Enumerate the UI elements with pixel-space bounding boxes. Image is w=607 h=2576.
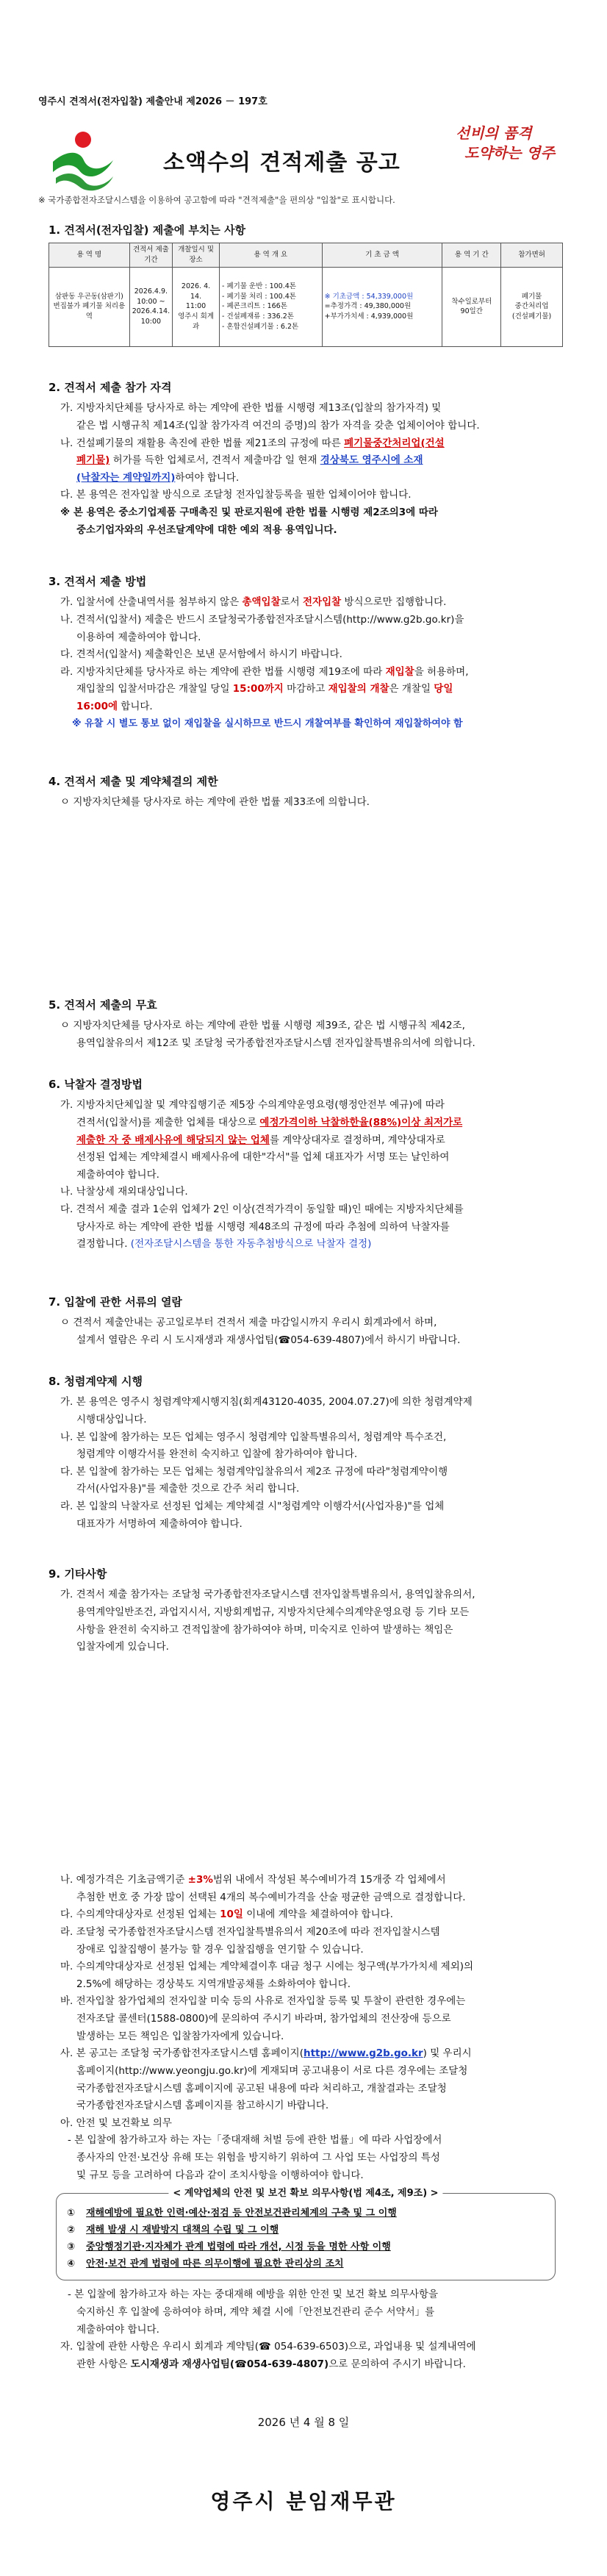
para-9h-tail [49,2286,563,2339]
highlight: 15:00까지 [232,683,284,695]
text-span: 사. 본 공고는 조달청 국가종합전자조달시스템 홈페이지( [60,2047,304,2060]
text-line [60,2356,563,2374]
col-header: 참가면허 [501,243,563,268]
duration-line: 착수일로부터 [451,297,492,306]
section-6-heading: 6. 낙찰자 결정방법 [49,1078,143,1091]
rebid-note: ※ 유찰 시 별도 통보 없이 재입찰을 실시하므로 반드시 개찰여부를 확인하여 재입찰하여야 함 [72,718,463,729]
cell-opening [173,267,220,346]
sub-note: ※ 국가종합전자조달시스템을 이용하여 공고함에 따라 "견적제출"을 편의상 "입찰"로 표시합니다. [38,195,395,205]
para-3b [49,612,563,646]
text-line [60,698,563,716]
para-9d [49,1924,563,1958]
vat-amount: +부가가치세 : 4,939,000원 [324,312,414,321]
text-line: 장애로 입찰집행이 불가능 할 경우 입찰집행을 연기할 수 있습니다. [76,1943,364,1956]
text-line: - 본 입찰에 참가하고자 하는 자는 중대재해 예방을 위한 안전 및 보건 확보 의무사항을 [68,2289,439,2301]
text-span: 방식으로만 집행합니다. [341,596,447,609]
license-line: (건설폐기물) [511,312,552,321]
g2b-link[interactable]: http://www.g2b.go.kr [303,2047,423,2060]
para-2-note [49,504,563,539]
item-text: 재해예방에 필요한 인력·예산·점검 등 안전보건관리체계의 구축 및 그 이행 [86,2208,397,2219]
section-1-heading: 1. 견적서(전자입찰) 제출에 부치는 사항 [49,223,246,237]
cell-service-name: 삼판동 우곤동(삼판기) 번집불가 폐기물 처리용역 [49,267,130,346]
text-span: 을 허용하며, [414,665,469,678]
opening-date: 2026. 4. 14. [181,282,211,301]
text-span: 은 개찰일 [389,683,434,695]
text-span: 나. 예정가격은 기초금액기준 [60,1874,188,1886]
col-header: 용 역 기 간 [442,243,501,268]
item-number: ④ [67,2258,76,2269]
cell-license [501,267,563,346]
section-4-heading: 4. 견적서 제출 및 계약체결의 제한 [49,775,218,788]
text-span: 재입찰의 입찰서마감은 개찰일 당일 [76,683,233,695]
text-line: 라. 조달청 국가종합전자조달시스템 전자입찰특별유의서 제20조에 따라 전자입찰시스템 [60,1925,440,1938]
duration-line: 90일간 [460,307,483,316]
notice-number: 영주시 견적서(전자입찰) 제출안내 제2026 － 197호 [38,96,267,107]
text-line: 다. 본 입찰에 참가하는 모든 업체는 청렴계약입찰유의서 제2조 규정에 따라"청렴계약이행 [60,1465,448,1478]
section-9-heading: 9. 기타사항 [49,1567,107,1581]
city-slogan [456,124,555,163]
issuer-signature: 영주시 분임재무관 [210,2489,397,2514]
page-title: 소액수의 견적제출 공고 [163,150,401,176]
safety-item [67,2222,545,2239]
estimated-price: =추정가격 : 49,380,000원 [324,302,412,311]
period-start-date: 2026.4.9. [134,287,168,296]
text-line: ※ 본 용역은 중소기업제품 구매촉진 및 판로지원에 관한 법률 시행령 제2조의3에 따라 [60,507,438,518]
highlight: 당일 [434,683,453,695]
text-line: 선정된 업체는 계약체결시 배제사유에 대한"각서"를 업체 대표자가 서명 또는 날인하여 [76,1151,450,1164]
text-span: 를 계약상대자로 결정하며, 계약상대자로 [269,1134,445,1146]
yeongju-logo-icon [50,124,116,191]
period-start-time: 10:00 ~ [137,297,165,306]
text-span: 하여야 합니다. [175,471,240,484]
section-3 [49,572,563,732]
text-line: 용역입찰유의서 제12조 및 조달청 국가종합전자조달시스템 전자입찰특별유의서에 의합니다. [76,1037,475,1049]
para-9e [49,1958,563,1993]
text-line: 국가종합전자조달시스템 홈페이지에 공고된 내용에 따라 처리하고, 개찰결과는 조달청 [76,2082,447,2094]
text-line: 및 규모 등을 고려하여 다음과 같이 조치사항을 이행하여야 합니다. [76,2169,364,2181]
text-line [60,681,563,698]
text-span: 으로 문의하여 주시기 바랍니다. [328,2358,466,2370]
item-number: ① [67,2208,76,2219]
section-2 [49,378,563,539]
section-8 [49,1372,563,1533]
text-line: 설계서 열람은 우리 시 도시재생과 재생사업팀(☎054-639-4807)에서 하시기 바랍니다. [76,1334,461,1346]
location-highlight: 경상북도 영주시에 소재 [320,454,423,467]
section-5 [49,995,563,1053]
section-7 [49,1292,563,1350]
section-5-heading: 5. 견적서 제출의 무효 [49,998,157,1012]
text-line: 가. 지방자치단체입찰 및 계약집행기준 제5장 수의계약운영요령(행정안전부 예규)에 따라 [60,1099,445,1112]
text-span: 관한 사항은 [76,2358,131,2370]
table-row [49,267,563,346]
text-line [60,452,563,470]
item-text: 안전·보건 관계 법령에 따른 의무이행에 필요한 관리상의 조치 [86,2258,344,2269]
text-line: 추첨한 번호 중 가장 많이 선택된 4개의 복수예비가격을 산술 평균한 금액으로 결정합니다. [76,1891,466,1903]
text-line: 대표자가 서명하여 제출하여야 합니다. [76,1517,243,1530]
text-line [60,435,563,453]
text-line: ㅇ 견적서 제출안내는 공고일로부터 견적서 제출 마감일시까지 우리시 회계과에서 하며, [60,1317,437,1329]
text-line: 전자조달 콜센터(1588-0800)에 문의하여 주시기 바라며, 참가업체의 전산장애 등으로 [76,2013,451,2025]
col-header: 기 초 금 액 [322,243,442,268]
text-line: 자. 입찰에 관한 사항은 우리시 회계과 계약팀(☎ 054-639-6503)으로, 과업내용 및 설계내역에 [60,2341,476,2353]
item-number: ② [67,2225,76,2236]
cell-base-amount [322,267,442,346]
text-line [60,664,563,681]
text-line: 시행대상입니다. [76,1413,147,1425]
para-3a [49,594,563,612]
text-line [60,1115,563,1132]
text-span: 범위 내에서 작성된 복수예비가격 15개중 각 업체에서 [212,1874,446,1886]
text-line: 입찰자에게 있습니다. [76,1641,169,1653]
text-span: 마감하고 [283,683,328,695]
highlight: 전자입찰 [303,596,342,609]
opening-place: 영주시 회계과 [178,312,214,331]
section-3-heading: 3. 견적서 제출 방법 [49,575,147,588]
location-highlight: (낙찰자는 계약일까지) [76,471,176,484]
para-2a [49,400,563,434]
cell-duration [442,267,501,346]
col-header: 개찰일시 및 장소 [173,243,220,268]
text-span: 다. 수의계약대상자로 선정된 업체는 [60,1908,220,1921]
cell-submit-period [129,267,172,346]
text-line: 제출하여야 합니다. [76,2323,159,2336]
para-9b [49,1872,563,1906]
para-3c: 다. 견적서(입찰서) 제출확인은 보낸 문서함에서 하시기 바랍니다. [60,648,342,661]
section-9-cont [49,1872,563,2373]
text-span: 라. 지방자치단체를 당사자로 하는 계약에 관한 법률 시행령 제19조에 따라 [60,665,386,678]
para-4a: ㅇ 지방자치단체를 당사자로 하는 계약에 관한 법률 제33조에 의합니다. [60,796,370,809]
col-header: 견적서 제출기간 [129,243,172,268]
para-8c [49,1464,563,1498]
opening-time: 11:00 [185,302,206,311]
text-line: 청렴계약 이행각서를 완전히 숙지하고 입찰에 참가하여야 합니다. [76,1448,358,1461]
para-6a [49,1097,563,1184]
overview-line: - 폐기물 처리 : 100.4톤 [222,292,296,301]
text-line: 국가종합전자조달시스템 홈페이지를 참고하시기 바랍니다. [76,2100,329,2112]
period-end-time: 10:00 [140,318,162,326]
text-line: 마. 수의계약대상자로 선정된 업체는 계약체결이후 대금 청구 시에는 청구액(부가가치세 제외)의 [60,1961,474,1973]
slogan-line-1: 선비의 품격 [456,124,532,142]
item-text: 중앙행정기관·지자체가 관계 법령에 따라 개선, 시정 등을 명한 사항 이행 [86,2241,391,2253]
text-line [60,470,563,487]
para-3d [49,664,563,716]
text-span: ) 및 우리시 [423,2047,472,2060]
text-line [60,2045,563,2063]
base-amount: ※ 기초금액 : 54,339,000원 [324,292,414,301]
para-9a [49,1586,563,1656]
text-span: 견적서(입찰서)를 제출한 업체를 대상으로 [76,1116,260,1128]
safety-item [67,2239,545,2256]
highlight: 재입찰의 개찰 [328,683,389,695]
para-9c [49,1906,563,1924]
overview-line: - 건설폐재류 : 336.2톤 [222,312,294,321]
para-2c: 다. 본 용역은 전자입찰 방식으로 조달청 전자입찰등록을 필한 업체이어야 합니다. [60,489,412,501]
overview-line: - 폐기물 운반 : 100.4톤 [222,282,296,290]
safety-item [67,2256,545,2273]
bid-info-table [49,243,563,347]
highlight: ±3% [187,1874,213,1886]
section-6 [49,1075,563,1253]
highlight: 도시재생과 재생사업팀(☎054-639-4807) [130,2358,329,2370]
safety-item [67,2205,545,2222]
notice-date: 2026 년 4 월 8 일 [257,2416,350,2429]
col-header: 용 역 개 요 [220,243,323,268]
text-line: 2.5%에 해당하는 경상북도 지역개발공채를 소화하여야 합니다. [76,1978,351,1990]
period-end-date: 2026.4.14. [132,307,170,316]
license-line: 중간처리업 [514,302,549,311]
para-9i [49,2339,563,2373]
section-9 [49,1564,563,1656]
para-6b: 나. 낙찰상세 재외대상입니다. [60,1186,188,1198]
safety-box-caption: < 계약업체의 안전 및 보건 확보 의무사항(법 제4조, 제9조) > [168,2186,442,2203]
text-line: 용역계약일반조건, 과업지시서, 지방회계법규, 지방자치단체수의계약운영요령 등 기타 모든 [76,1606,470,1618]
text-line: 각서(사업자용)"를 제출한 것으로 간주 처리 합니다. [76,1483,300,1495]
text-line: 당사자로 하는 계약에 관한 법률 시행령 제48조의 규정에 따라 추첨에 의하여 낙찰자를 [76,1220,450,1233]
text-line: - 본 입찰에 참가하고자 하는 자는「중대재해 처벌 등에 관한 법률」에 따라 사업장에서 [68,2134,442,2147]
overview-line: - 폐콘크리트 : 166톤 [222,302,287,311]
text-line: 사항을 완전히 숙지하고 견적입찰에 참가하여야 하며, 미숙지로 인하여 발생하는 책임은 [76,1623,453,1636]
para-9h-body [49,2132,563,2184]
para-8a [49,1394,563,1428]
section-4 [49,772,563,812]
license-highlight: 폐기물) [76,454,110,467]
text-line: ㅇ 지방자치단체를 당사자로 하는 계약에 관한 법률 시행령 제39조, 같은 법 시행규칙 제42조, [60,1020,465,1032]
text-line [60,1236,563,1253]
item-text: 재해 발생 시 재발방지 대책의 수립 및 그 이행 [86,2225,279,2236]
highlight: 10일 [220,1908,243,1921]
para-9f [49,1993,563,2045]
section-7-heading: 7. 입찰에 관한 서류의 열람 [49,1295,182,1309]
text-line: 종사자의 안전·보건상 유해 또는 위험을 방지하기 위하여 그 사업 또는 사업장의 특성 [76,2152,440,2164]
license-highlight: 폐기물중간처리업(건설 [344,437,445,449]
text-line: 이용하여 제출하여야 합니다. [76,631,201,643]
text-line: 제출하여야 합니다. [76,1168,159,1181]
text-line: 중소기업자와의 우선조달계약에 대한 예외 적용 용역입니다. [76,523,337,536]
highlight: (전자조달시스템을 통한 자동추첨방식으로 낙찰자 결정) [130,1238,372,1251]
para-2b [49,435,563,487]
text-span: 결정합니다. [76,1238,131,1251]
para-5a [49,1017,563,1052]
text-span: 로서 [280,596,303,609]
highlight: 제출한 자 중 배제사유에 해당되지 않는 업체 [76,1134,270,1146]
text-span: 이내에 계약을 체결하여야 합니다. [243,1908,393,1921]
slogan-line-2: 도약하는 영주 [464,144,555,162]
section-2-heading: 2. 견적서 제출 참가 자격 [49,381,172,394]
text-span: 합니다. [118,701,153,712]
safety-duties-box [56,2188,556,2280]
col-header: 용 역 명 [49,243,130,268]
text-line: 다. 견적서 제출 결과 1순위 업체가 2인 이상(견적가격이 동일할 때)인 때에는 지방자치단체를 [60,1203,464,1215]
text-line: 홈페이지(http://www.yeongju.go.kr)에 게재되며 공고내용이 서로 다른 경우에는 조달청 [76,2064,468,2077]
text-line: 라. 본 입찰의 낙찰자로 선정된 업체는 계약체결 시"청렴계약 이행각서(사업자용)"를 업체 [60,1500,445,1512]
highlight: 예정가격이하 낙찰하한율(88%)이상 최저가로 [259,1116,463,1128]
text-line: 바. 전자입찰 참가업체의 전자입찰 미숙 등의 사유로 전자입찰 등록 및 투찰이 관련한 경우에는 [60,1995,466,2008]
item-number: ③ [67,2241,76,2253]
highlight: 총액입찰 [242,596,281,609]
para-6c [49,1201,563,1253]
table-header-row [49,243,563,268]
text-line: 가. 본 용역은 영주시 청렴계약제시행지침(회계43120-4035, 2004.07.27)에 의한 청렴계약제 [60,1396,473,1409]
text-line: 발생하는 모든 책임은 입찰참가자에게 있습니다. [76,2030,284,2042]
license-line: 폐기물 [521,292,542,301]
text-line: 나. 본 입찰에 참가하는 모든 업체는 영주시 청렴계약 입찰특별유의서, 청렴계약 특수조건, [60,1431,447,1443]
cell-overview [220,267,323,346]
section-8-heading: 8. 청렴계약제 시행 [49,1375,143,1388]
text-line [60,1872,563,1889]
text-line: 가. 지방자치단체를 당사자로 하는 계약에 관한 법률 시행령 제13조(입찰의 참가자격) 및 [60,402,442,415]
overview-line: - 혼합건설폐기물 : 6.2톤 [222,322,299,331]
text-line: 가. 견적서 제출 참가자는 조달청 국가종합전자조달시스템 전자입찰특별유의서, 용역입찰유의서, [60,1589,475,1601]
text-span: 가. 입찰서에 산출내역서를 첨부하지 않은 [60,596,243,609]
text-span: 나. 건설폐기물의 재활용 촉진에 관한 법률 제21조의 규정에 따른 [60,437,345,449]
para-9g [49,2045,563,2115]
para-8b [49,1429,563,1464]
text-line: 나. 견적서(입찰서) 제출은 반드시 조달청국가종합전자조달시스템(http://www.g2b.go.kr)을 [60,613,464,626]
highlight: 재입찰 [385,665,414,678]
text-line: 숙지하신 후 입찰에 응하여야 하며, 계약 체결 시에「안전보건관리 준수 서약서」를 [76,2305,435,2318]
text-line: 같은 법 시행규칙 제14조(입찰 참가자격 여건의 증명)의 참가 자격을 갖춘 업체이어야 합니다. [76,419,480,432]
para-9h: 아. 안전 및 보건확보 의무 [60,2117,172,2129]
para-8d [49,1498,563,1533]
section-1 [49,221,563,347]
highlight: 16:00에 [76,701,118,712]
text-line [60,1132,563,1150]
para-7a [49,1314,563,1349]
text-span: 허가를 득한 업체로서, 견적서 제출마감 일 현재 [109,454,320,467]
